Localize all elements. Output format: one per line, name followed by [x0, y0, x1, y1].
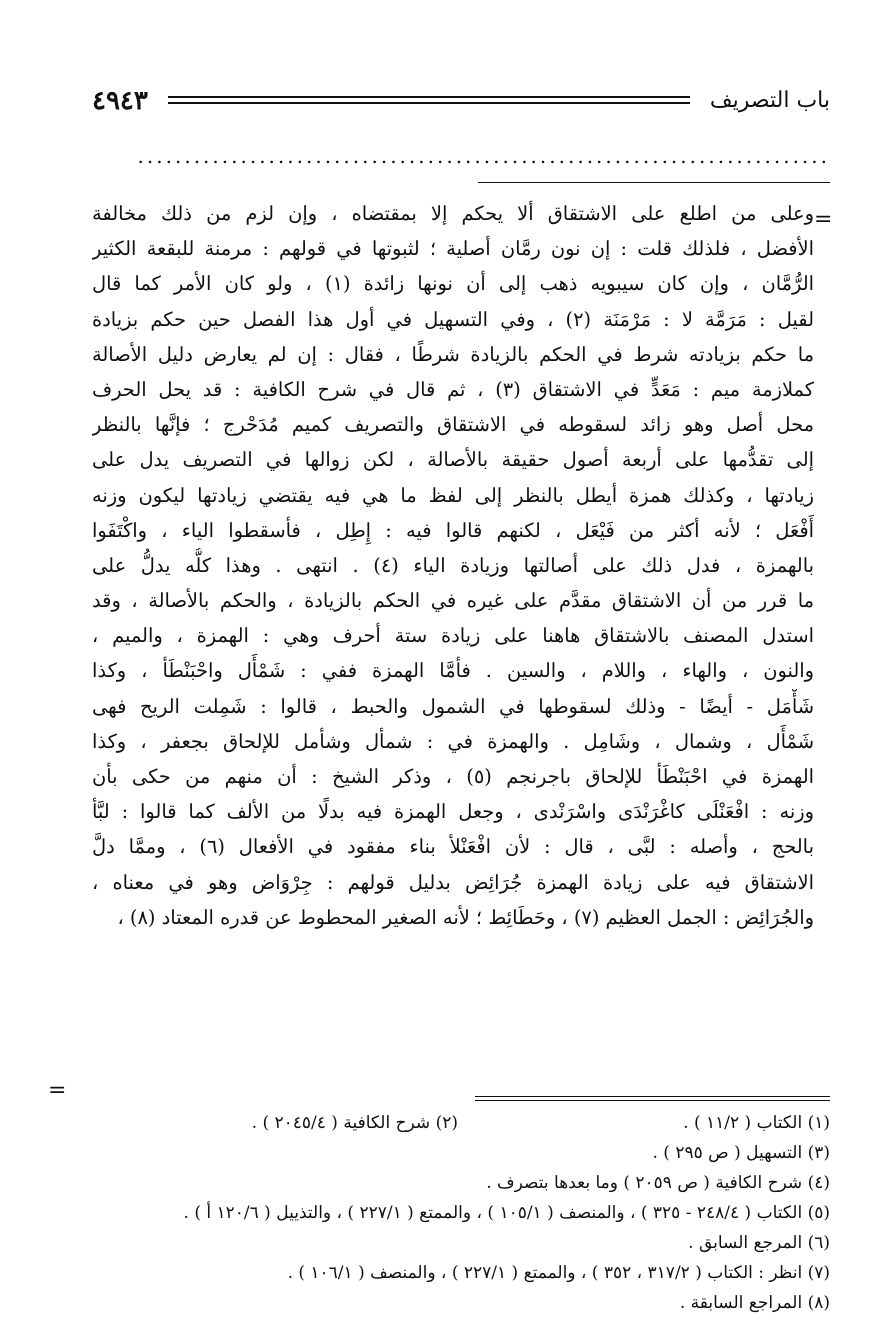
footnotes	[92, 1108, 830, 1318]
page-number: ٤٩٤٣	[92, 86, 148, 116]
text-line: شَأْمَل - أيضًا - وذلك لسقوطها في الشمول والحبط ، قالوا : شَمِلت الريح فهى	[92, 694, 814, 718]
text-line: الرُّمَّان ، وإن كان سيبويه ذهب إلى أن نونها زائدة (١) ، ولو كان الأمر كما قال	[92, 272, 814, 296]
text-line: الأفضل ، فلذلك قلت : إن نون رمَّان أصلية ؛ لثبوتها في قولهم : مرمنة للبقعة الكثير	[92, 237, 814, 261]
text-line: الهمزة في احْبَنْطَأ للإلحاق باجرنجم (٥) ، وذكر الشيخ : أن منهم من حكى بأن	[92, 765, 814, 788]
text-line: استدل المصنف بالاشتقاق هاهنا على زيادة ستة أحرف وهي : الهمزة ، والميم ،	[92, 624, 814, 648]
text-line: أَفْعَل ؛ لأنه أكثر من فَيْعَل ، لكنهم قالوا فيه : إِطِل ، فأسقطوا الياء ، واكْتَفَوا	[92, 518, 814, 542]
footnote-4: (٤) شرح الكافية ( ص ٢٠٥٩ ) وما بعدها بتصرف .	[486, 1173, 830, 1193]
main-text	[92, 196, 814, 935]
continued-marker-start: =	[814, 207, 833, 232]
text-line: ما قرر من أن الاشتقاق مقدَّم على غيره في الحكم بالزيادة ، والحكم بالأصالة ، وقد	[92, 589, 814, 613]
footnote-7: (٧) انظر : الكتاب ( ٣١٧/٢ ، ٣٥٢ ) ، والممتع ( ٢٢٧/١ ) ، والمنصف ( ١٠٦/١ ) .	[287, 1263, 830, 1283]
text-line: زيادتها ، وكذلك همزة أيطل بالنظر إلى لفظ ما هي فيه يقتضي زيادتها ليكون وزنه	[92, 483, 814, 507]
footnote-rule	[475, 1096, 830, 1101]
text-line: والجُرَائِض : الجمل العظيم (٧) ، وحَطَائِط ؛ لأنه الصغير المحطوط عن قدره المعتاد (٨) ،	[117, 905, 814, 929]
footnote-2: (٢) شرح الكافية ( ٢٠٤٥/٤ ) .	[251, 1113, 458, 1133]
header-rule	[168, 96, 690, 104]
text-line: بالحج ، وأصله : لبَّى ، قال : لأن افْعَنْلأ بناء مفقود في الأفعال (٦) ، وممَّا دلَّ	[92, 835, 814, 859]
text-line: شَمْأَل ، وشمال ، وشَامِل . والهمزة في : شمأل وشأمل للإلحاق بجعفر ، وكذا	[92, 729, 814, 753]
page-header	[92, 84, 830, 118]
footnote-6: (٦) المرجع السابق .	[688, 1233, 830, 1253]
text-line: لقيل : مَرَمَّة لا : مَرْمَنَة (٢) ، وفي التسهيل في أول هذا الفصل حين حكم بزيادة	[92, 307, 814, 331]
continued-marker-end: =	[48, 1078, 67, 1103]
text-line: وزنه : افْعَنْلَى كاغْرَنْدَى واسْرَنْدى ، وجعل الهمزة فيه بدلًا من الألف كما قالوا : لبَّأ	[92, 800, 814, 824]
text-line: ما حكم بزيادته شرط في الحكم بالزيادة شرطًا ، فقال : إن لم يعارض دليل الأصالة	[92, 342, 814, 366]
text-line: محل أصل وهو زائد لسقوطه في الاشتقاق والتصريف كميم مُدَحْرج ؛ فإنَّها بالنظر	[92, 413, 814, 437]
text-line: الاشتقاق فيه على زيادة الهمزة جُرَائِض بدليل قولهم : جِرْوَاض وهو في معناه ،	[92, 870, 814, 894]
footnote-1: (١) الكتاب ( ١١/٢ ) .	[683, 1113, 830, 1133]
text-line: كملازمة ميم : مَعَدٍّ في الاشتقاق (٣) ، ثم قال في شرح الكافية : قد يحل الحرف	[92, 377, 814, 401]
text-line: بالهمزة ، فدل ذلك على أصالتها وزيادة الياء (٤) . انتهى . وهذا كلُّه يدلُّ على	[92, 553, 814, 577]
short-rule	[478, 182, 830, 183]
text-line: إلى تقدُّمها على أربعة أصول حقيقة بالأصالة ، لكن زوالها في التصريف يدل على	[92, 448, 814, 472]
footnote-8: (٨) المراجع السابقة .	[679, 1293, 830, 1313]
text-line: وعلى من اطلع على الاشتقاق ألا يحكم إلا بمقتضاه ، وإن لزم من ذلك مخالفة	[92, 202, 814, 225]
dotted-separator: ..........................................................................	[137, 144, 830, 168]
chapter-title: باب التصريف	[709, 88, 830, 113]
text-line: والنون ، والهاء ، واللام ، والسين . فأمَّا الهمزة ففي : شَمْأَل واحْبَنْطَأ ، وكذا	[92, 659, 814, 683]
footnote-3: (٣) التسهيل ( ص ٢٩٥ ) .	[652, 1143, 830, 1163]
footnote-5: (٥) الكتاب ( ٢٤٨/٤ - ٣٢٥ ) ، والمنصف ( ١٠٥/١ ) ، والممتع ( ٢٢٧/١ ) ، والتذييل ( ١٢٠/٦ أ ) .	[183, 1203, 830, 1223]
footnote-row	[92, 1108, 830, 1138]
